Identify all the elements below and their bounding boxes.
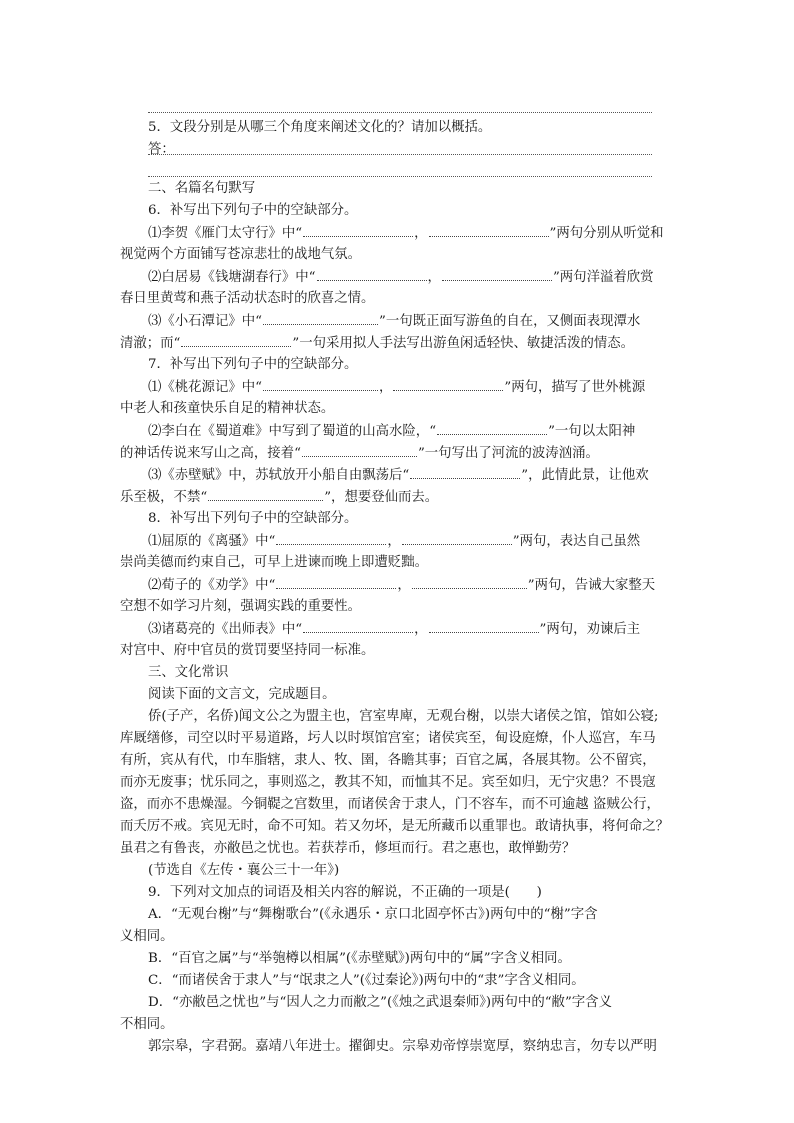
blank[interactable] bbox=[429, 224, 549, 237]
blank[interactable] bbox=[437, 422, 547, 435]
passage-line: 有所，宾从有代，巾车脂辖，隶人、牧、圉，各瞻其事；百官之属，各展其物。公不留宾， bbox=[120, 753, 656, 768]
option-b[interactable]: B．“百官之属”与“举匏樽以相属”(《赤壁赋》)两句中的“属”字含义相同。 bbox=[148, 951, 571, 966]
question-7-item-1: ⑴《桃花源记》中“ ， ”两句，描写了世外桃源 bbox=[148, 380, 646, 395]
blank[interactable] bbox=[410, 466, 520, 479]
passage-line: 而夭厉不戒。宾见无时，命不可知。若又勿坏，是无所藏币以重罪也。敢请执事，将何命之？ bbox=[120, 819, 670, 834]
blank[interactable] bbox=[402, 532, 512, 545]
blank[interactable] bbox=[303, 224, 413, 237]
answer-line bbox=[148, 176, 652, 177]
question-8-item-3-cont: 对宫中、府中官员的赏罚要坚持同一标准。 bbox=[120, 643, 375, 658]
option-a-cont: 义相同。 bbox=[120, 929, 174, 944]
section-title: 三、文化常识 bbox=[148, 665, 229, 680]
blank[interactable] bbox=[317, 268, 427, 281]
question-7-item-2-cont: 的神话传说来写山之高，接着“ ”一句写出了河流的波涛汹涌。 bbox=[120, 446, 599, 461]
section-title: 二、名篇名句默写 bbox=[148, 181, 256, 196]
question-5: 5．文段分别是从哪三个角度来阐述文化的？请加以概括。 bbox=[148, 120, 492, 135]
blank[interactable] bbox=[303, 620, 413, 633]
question-8-stem: 8．补写出下列句子中的空缺部分。 bbox=[148, 511, 358, 526]
passage-source: (节选自《左传・襄公三十一年》) bbox=[148, 863, 340, 878]
blank[interactable] bbox=[276, 532, 386, 545]
passage-line: 盗，而亦不患燥湿。今铜鞮之宫数里，而诸侯舍于隶人，门不容车，而不可逾越 盗贼公行， bbox=[120, 797, 660, 812]
answer-label: 答： bbox=[148, 142, 175, 157]
passage-line: 侨(子产，名侨)闻文公之为盟主也，宫室卑庳，无观台榭，以崇大诸侯之馆，馆如公寝; bbox=[148, 709, 659, 724]
question-7-item-3-cont: 乐至极，不禁“ ”，想要登仙而去。 bbox=[120, 490, 439, 505]
blank[interactable] bbox=[208, 488, 323, 501]
passage-line: 虽君之有鲁丧，亦敝邑之忧也。若获荐币，修垣而行。君之惠也，敢惮勤劳？ bbox=[120, 841, 576, 856]
blank[interactable] bbox=[263, 378, 378, 391]
option-d-cont: 不相同。 bbox=[120, 1017, 174, 1032]
option-d[interactable]: D．“亦敝邑之忧也”与“因人之力而敝之”(《烛之武退秦师》)两句中的“敝”字含义 bbox=[148, 995, 612, 1010]
option-a[interactable]: A．“无观台榭”与“舞榭歌台”(《永遇乐・京口北固亭怀古》)两句中的“榭”字含 bbox=[148, 907, 598, 922]
question-7-item-2: ⑵李白在《蜀道难》中写到了蜀道的山高水险，“ ”一句以太阳神 bbox=[148, 424, 636, 439]
reading-instruction: 阅读下面的文言文，完成题目。 bbox=[148, 687, 336, 702]
question-7-item-1-cont: 中老人和孩童快乐自足的精神状态。 bbox=[120, 401, 335, 416]
question-6-item-1: ⑴李贺《雁门太守行》中“ ， ”两句分别从听觉和 bbox=[148, 226, 664, 241]
question-6-item-1-cont: 视觉两个方面铺写苍凉悲壮的战地气氛。 bbox=[120, 247, 362, 262]
blank[interactable] bbox=[181, 334, 291, 347]
blank[interactable] bbox=[276, 576, 396, 589]
question-8-item-2: ⑵荀子的《劝学》中“ ， ”两句，告诫大家整天 bbox=[148, 578, 656, 593]
question-8-item-1: ⑴屈原的《离骚》中“ ， ”两句，表达自己虽然 bbox=[148, 534, 641, 549]
answer-line bbox=[148, 154, 652, 155]
answer-line bbox=[148, 112, 652, 113]
blank[interactable] bbox=[442, 268, 552, 281]
question-8-item-3: ⑶诸葛亮的《出师表》中“ ， ”两句，劝谏后主 bbox=[148, 622, 641, 637]
question-8-item-1-cont: 崇尚美德而约束自己，可早上进谏而晚上即遭贬黜。 bbox=[120, 555, 428, 570]
question-7-stem: 7．补写出下列句子中的空缺部分。 bbox=[148, 357, 358, 372]
blank[interactable] bbox=[302, 444, 417, 457]
question-6-stem: 6．补写出下列句子中的空缺部分。 bbox=[148, 203, 358, 218]
blank[interactable] bbox=[429, 620, 539, 633]
blank[interactable] bbox=[263, 312, 378, 325]
passage-line: 库厩缮修，司空以时平易道路，圬人以时塓馆宫室；诸侯宾至，甸设庭燎，仆人巡宫，车马 bbox=[120, 731, 656, 746]
blank[interactable] bbox=[412, 576, 527, 589]
blank[interactable] bbox=[393, 378, 503, 391]
question-6-item-2-cont: 春日里黄莺和燕子活动状态时的欣喜之情。 bbox=[120, 291, 375, 306]
question-9-stem: 9．下列对文加点的词语及相关内容的解说，不正确的一项是( ) bbox=[148, 885, 542, 900]
option-c[interactable]: C．“而诸侯舍于隶人”与“氓隶之人”(《过秦论》)两句中的“隶”字含义相同。 bbox=[148, 973, 585, 988]
question-6-item-2: ⑵白居易《钱塘湖春行》中“ ， ”两句洋溢着欣赏 bbox=[148, 270, 654, 285]
question-8-item-2-cont: 空想不如学习片刻，强调实践的重要性。 bbox=[120, 599, 362, 614]
passage-line: 而亦无废事；忧乐同之，事则巡之，教其不知，而恤其不足。宾至如归，无宁灾患？不畏寇 bbox=[120, 775, 656, 790]
next-passage-line: 郭宗皋，字君弼。嘉靖八年进士。擢御史。宗皋劝帝惇崇宽厚，察纳忠言，勿专以严明 bbox=[148, 1039, 657, 1054]
question-6-item-3: ⑶《小石潭记》中“ ”一句既正面写游鱼的自在，又侧面表现潭水 bbox=[148, 314, 641, 329]
question-6-item-3-cont: 清澈；而“ ”一句采用拟人手法写出游鱼闲适轻快、敏捷活泼的情态。 bbox=[120, 336, 635, 351]
question-7-item-3: ⑶《赤壁赋》中，苏轼放开小船自由飘荡后“ ”，此情此景，让他欢 bbox=[148, 468, 649, 483]
